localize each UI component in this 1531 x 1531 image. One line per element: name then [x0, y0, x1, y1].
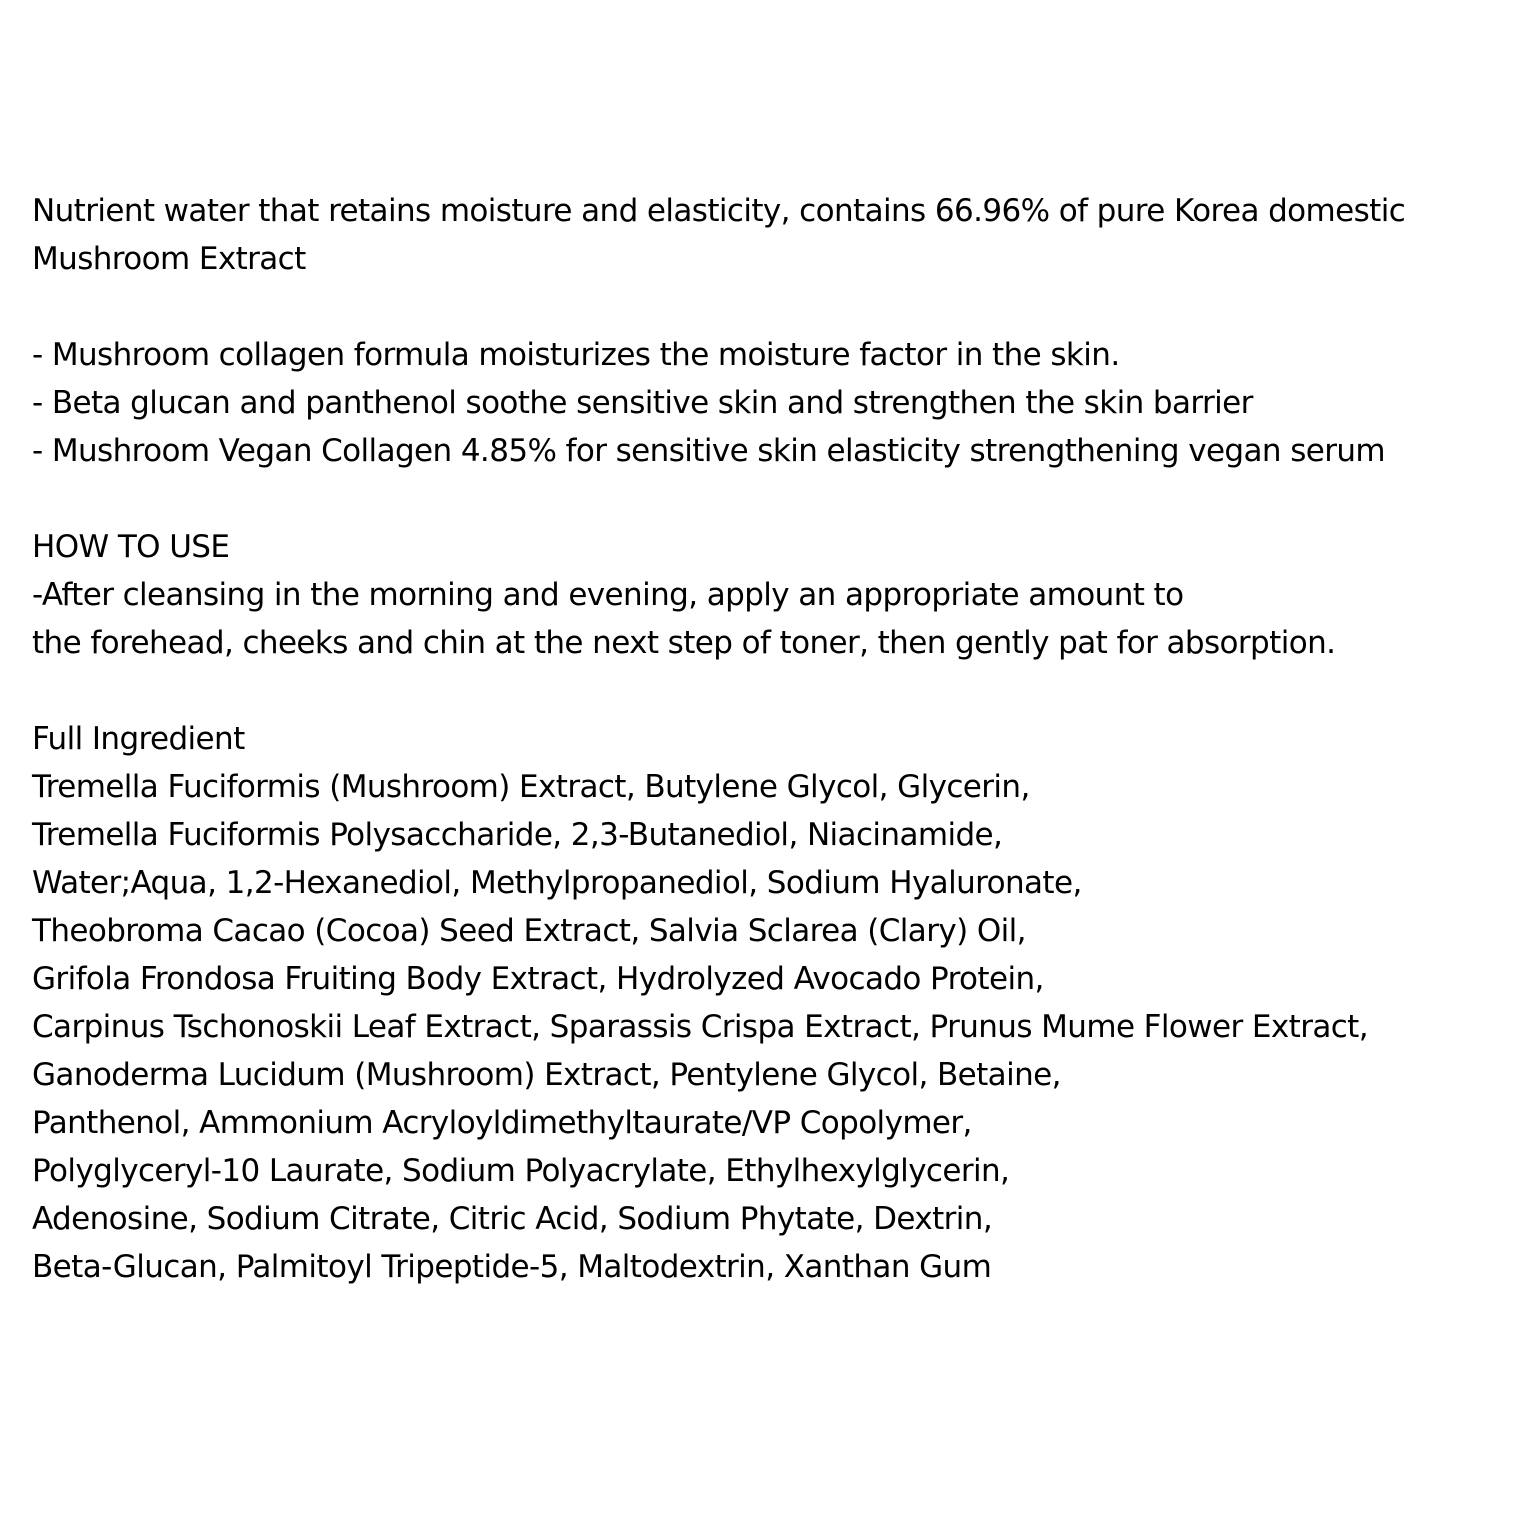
intro-section	[32, 187, 1512, 283]
benefit-item: - Mushroom collagen formula moisturizes the moisture factor in the skin.	[32, 337, 1120, 373]
section-spacer	[32, 475, 1512, 523]
how-to-use-line: -After cleansing in the morning and evening, apply an appropriate amount to	[32, 577, 1184, 613]
ingredients-section	[32, 715, 1512, 1291]
ingredient-line: Grifola Frondosa Fruiting Body Extract, Hydrolyzed Avocado Protein,	[32, 961, 1044, 997]
ingredient-line: Panthenol, Ammonium Acryloyldimethyltaurate/VP Copolymer,	[32, 1105, 972, 1141]
ingredient-line: Ganoderma Lucidum (Mushroom) Extract, Pentylene Glycol, Betaine,	[32, 1057, 1061, 1093]
how-to-use-heading: HOW TO USE	[32, 529, 230, 565]
benefit-item: - Beta glucan and panthenol soothe sensitive skin and strengthen the skin barrier	[32, 385, 1253, 421]
ingredient-line: Polyglyceryl-10 Laurate, Sodium Polyacrylate, Ethylhexylglycerin,	[32, 1153, 1010, 1189]
how-to-use-section	[32, 523, 1512, 667]
ingredient-line: Tremella Fuciformis Polysaccharide, 2,3-Butanediol, Niacinamide,	[32, 817, 1003, 853]
how-to-use-line: the forehead, cheeks and chin at the next step of toner, then gently pat for absorption.	[32, 625, 1336, 661]
benefits-list	[32, 331, 1512, 475]
ingredient-line: Theobroma Cacao (Cocoa) Seed Extract, Salvia Sclarea (Clary) Oil,	[32, 913, 1026, 949]
ingredient-line: Adenosine, Sodium Citrate, Citric Acid, Sodium Phytate, Dextrin,	[32, 1201, 993, 1237]
section-spacer	[32, 283, 1512, 331]
ingredient-line: Carpinus Tschonoskii Leaf Extract, Sparassis Crispa Extract, Prunus Mume Flower Extract,	[32, 1009, 1368, 1045]
ingredient-line: Tremella Fuciformis (Mushroom) Extract, Butylene Glycol, Glycerin,	[32, 769, 1030, 805]
section-spacer	[32, 667, 1512, 715]
ingredients-heading: Full Ingredient	[32, 721, 245, 757]
product-description	[32, 187, 1512, 1291]
intro-line: Mushroom Extract	[32, 241, 306, 277]
ingredient-line: Water;Aqua, 1,2-Hexanediol, Methylpropanediol, Sodium Hyaluronate,	[32, 865, 1082, 901]
intro-line: Nutrient water that retains moisture and elasticity, contains 66.96% of pure Korea domestic	[32, 193, 1406, 229]
benefit-item: - Mushroom Vegan Collagen 4.85% for sensitive skin elasticity strengthening vegan serum	[32, 433, 1386, 469]
ingredient-line: Beta-Glucan, Palmitoyl Tripeptide-5, Maltodextrin, Xanthan Gum	[32, 1249, 992, 1285]
